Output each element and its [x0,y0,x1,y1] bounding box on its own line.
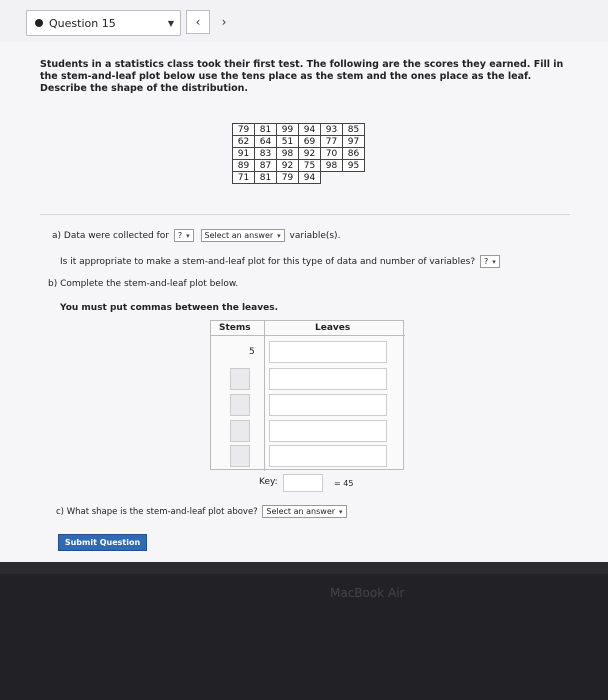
stem-input[interactable] [230,368,250,390]
score-cell: 85 [343,124,365,136]
part-c-line [56,505,349,518]
part-a-prefix: a) Data were collected for [52,231,169,241]
question-status-dot [35,19,43,27]
leaf-input[interactable] [269,394,387,416]
stems-header: Stems [219,323,251,333]
score-cell: 81 [255,172,277,184]
page-top-strip [0,0,608,42]
stem-value: 5 [249,347,255,357]
caret-down-icon: ▼ [167,18,174,28]
score-cell: 98 [277,148,299,160]
appropriate-value: ? [484,257,489,266]
score-cell: 87 [255,160,277,172]
score-cell: 95 [343,160,365,172]
score-cell: 81 [255,124,277,136]
header-divider [211,335,405,336]
score-cell: 77 [321,136,343,148]
appropriate-question: Is it appropriate to make a stem-and-leaf plot for this type of data and number of variables? [60,257,476,267]
variable-type-select[interactable] [201,229,285,242]
laptop-bezel [0,562,608,700]
chevron-left-icon: ‹ [195,15,201,29]
scores-row [233,136,365,148]
scores-row [233,160,365,172]
bezel-lip [0,562,608,574]
score-cell: 94 [299,124,321,136]
key-value: = 45 [334,479,354,488]
part-c-question: c) What shape is the stem-and-leaf plot above? [56,507,258,517]
part-b-note: You must put commas between the leaves. [60,303,278,313]
chevron-right-icon: › [221,15,227,29]
score-cell: 92 [299,148,321,160]
shape-select-value: Select an answer [266,507,336,516]
part-a-suffix: variable(s). [289,231,341,241]
score-cell: 94 [299,172,321,184]
score-cell: 75 [299,160,321,172]
key-label: Key: [259,477,278,487]
score-cell: 93 [321,124,343,136]
scores-row [233,124,365,136]
empty-cell [321,172,343,184]
column-divider [264,321,265,471]
leaf-input[interactable] [269,368,387,390]
score-cell: 64 [255,136,277,148]
leaf-input[interactable] [269,420,387,442]
prev-question-button[interactable] [186,10,210,34]
score-cell: 62 [233,136,255,148]
question-prompt: Students in a statistics class took their first test. The following are the scores they earned. Fill in the stem-and-leaf plot below use the tens place as the stem and the ones place as the leaf. Describe the shape of the distribution. [40,59,564,94]
shape-select[interactable] [262,505,346,518]
score-cell: 83 [255,148,277,160]
score-cell: 97 [343,136,365,148]
section-divider [40,214,570,215]
score-cell: 79 [277,172,299,184]
question-page [0,42,608,562]
score-cell: 69 [299,136,321,148]
score-cell: 89 [233,160,255,172]
part-a-line [52,229,340,242]
empty-cell [343,172,365,184]
question-selector[interactable] [26,10,181,36]
variable-count-select[interactable] [174,229,194,242]
next-question-button[interactable] [212,10,236,34]
leaf-input[interactable] [269,341,387,363]
submit-question-button[interactable]: Submit Question [58,534,147,551]
stem-input[interactable] [230,445,250,467]
leaves-header: Leaves [315,323,351,333]
score-cell: 86 [343,148,365,160]
score-cell: 91 [233,148,255,160]
appropriate-select[interactable] [480,255,500,268]
score-cell: 70 [321,148,343,160]
part-b-title: b) Complete the stem-and-leaf plot below. [48,279,239,289]
scores-row [233,172,365,184]
laptop-brand-label: MacBook Air [330,586,405,600]
chevron-down-icon: ▾ [339,508,343,516]
part-a-question2 [60,255,502,268]
score-cell: 71 [233,172,255,184]
score-cell: 98 [321,160,343,172]
variable-count-value: ? [177,231,183,240]
score-cell: 51 [277,136,299,148]
score-cell: 79 [233,124,255,136]
score-cell: 92 [277,160,299,172]
score-cell: 99 [277,124,299,136]
leaf-input[interactable] [269,445,387,467]
stem-leaf-table [210,320,404,470]
scores-table [232,123,365,184]
chevron-down-icon: ▾ [186,232,190,240]
chevron-down-icon: ▾ [277,232,281,240]
scores-row [233,148,365,160]
variable-type-value: Select an answer [204,231,274,240]
chevron-down-icon: ▾ [492,258,496,266]
key-input[interactable] [283,474,323,492]
stem-input[interactable] [230,394,250,416]
stem-input[interactable] [230,420,250,442]
question-label: Question 15 [49,16,116,30]
